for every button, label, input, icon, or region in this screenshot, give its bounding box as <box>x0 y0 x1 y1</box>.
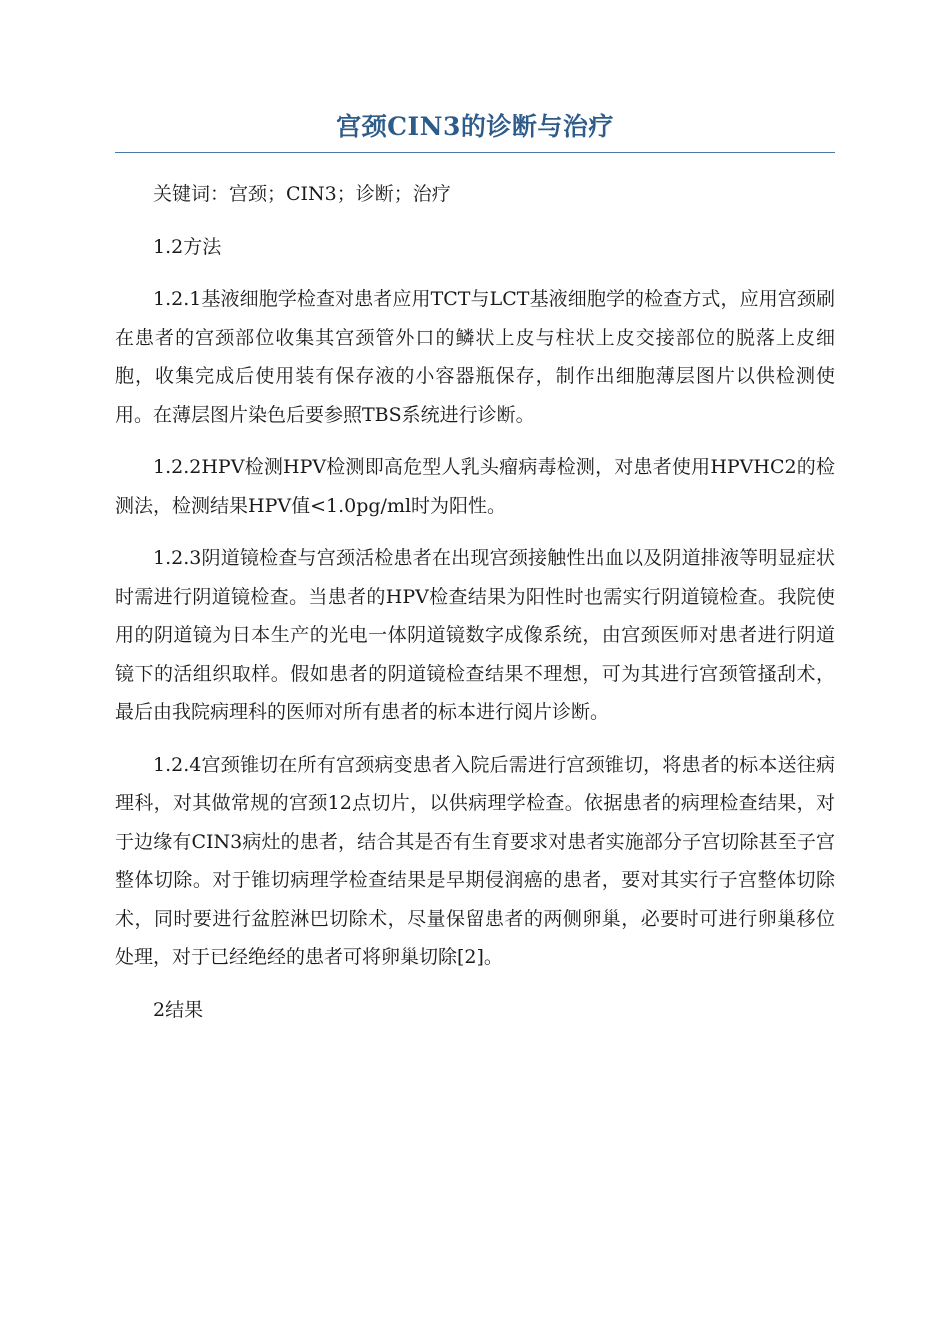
paragraph-conization: 1.2.4宫颈锥切在所有宫颈病变患者入院后需进行宫颈锥切，将患者的标本送往病理科，对其做常规的宫颈12点切片，以供病理学检查。依据患者的病理检查结果，对于边缘有CIN3病灶的患者，结合其是否有生育要求对患者实施部分子宫切除甚至子宫整体切除。对于锥切病理学检查结果是早期侵润癌的患者，要对其实行子宫整体切除术，同时要进行盆腔淋巴切除术，尽量保留患者的两侧卵巢，必要时可进行卵巢移位处理，对于已经绝经的患者可将卵巢切除[2]。 <box>115 753 835 968</box>
paragraph-liquid-cytology: 1.2.1基液细胞学检查对患者应用TCT与LCT基液细胞学的检查方式，应用宫颈刷在患者的宫颈部位收集其宫颈管外口的鳞状上皮与柱状上皮交接部位的脱落上皮细胞，收集完成后使用装有保存液的小容器瓶保存，制作出细胞薄层图片以供检测使用。在薄层图片染色后要参照TBS系统进行诊断。 <box>115 288 835 426</box>
document-title: 宫颈CIN3的诊断与治疗 <box>336 112 614 141</box>
paragraph-hpv-test: 1.2.2HPV检测HPV检测即高危型人乳头瘤病毒检测，对患者使用HPVHC2的检测法，检测结果HPV值<1.0pg/ml时为阳性。 <box>115 456 835 517</box>
paragraph-colposcopy: 1.2.3阴道镜检查与宫颈活检患者在出现宫颈接触性出血以及阴道排液等明显症状时需进行阴道镜检查。当患者的HPV检查结果为阳性时也需实行阴道镜检查。我院使用的阴道镜为日本生产的光电一体阴道镜数字成像系统，由宫颈医师对患者进行阴道镜下的活组织取样。假如患者的阴道镜检查结果不理想，可为其进行宫颈管搔刮术，最后由我院病理科的医师对所有患者的标本进行阅片诊断。 <box>115 547 835 723</box>
keywords-line: 关键词：宫颈；CIN3；诊断；治疗 <box>153 183 451 205</box>
document-page <box>115 110 835 1043</box>
section-heading-methods: 1.2方法 <box>153 235 222 258</box>
title-underline <box>115 152 835 153</box>
section-heading-results: 2结果 <box>153 998 204 1021</box>
